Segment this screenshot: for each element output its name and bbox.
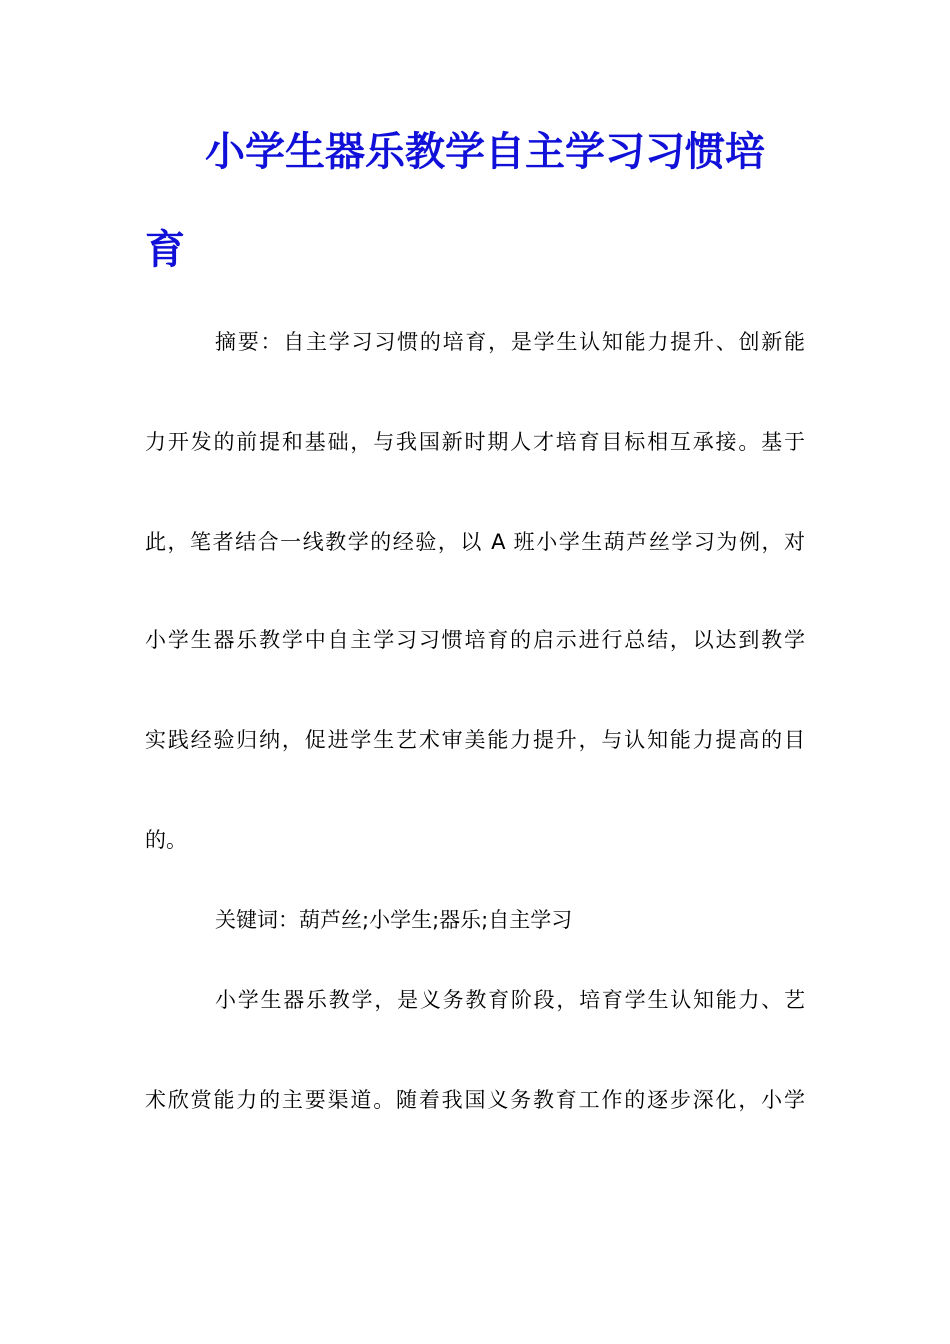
keywords-line: 关键词：葫芦丝;小学生;器乐;自主学习 bbox=[215, 908, 573, 932]
body-line: 小学生器乐教学，是义务教育阶段，培育学生认知能力、艺 bbox=[215, 988, 805, 1012]
body-line: 术欣赏能力的主要渠道。随着我国义务教育工作的逐步深化，小学 bbox=[145, 1088, 805, 1112]
abstract-line: 摘要：自主学习习惯的培育，是学生认知能力提升、创新能 bbox=[215, 330, 805, 354]
document-title-line-2: 育 bbox=[145, 227, 185, 273]
abstract-line: 的。 bbox=[145, 828, 187, 852]
abstract-line: 小学生器乐教学中自主学习习惯培育的启示进行总结，以达到教学 bbox=[145, 628, 805, 652]
abstract-line: 实践经验归纳，促进学生艺术审美能力提升，与认知能力提高的目 bbox=[145, 728, 805, 752]
abstract-line: 此，笔者结合一线教学的经验，以 A 班小学生葫芦丝学习为例，对 bbox=[145, 530, 805, 554]
document-title-line-1: 小学生器乐教学自主学习习惯培 bbox=[205, 129, 765, 175]
abstract-line: 力开发的前提和基础，与我国新时期人才培育目标相互承接。基于 bbox=[145, 430, 805, 454]
